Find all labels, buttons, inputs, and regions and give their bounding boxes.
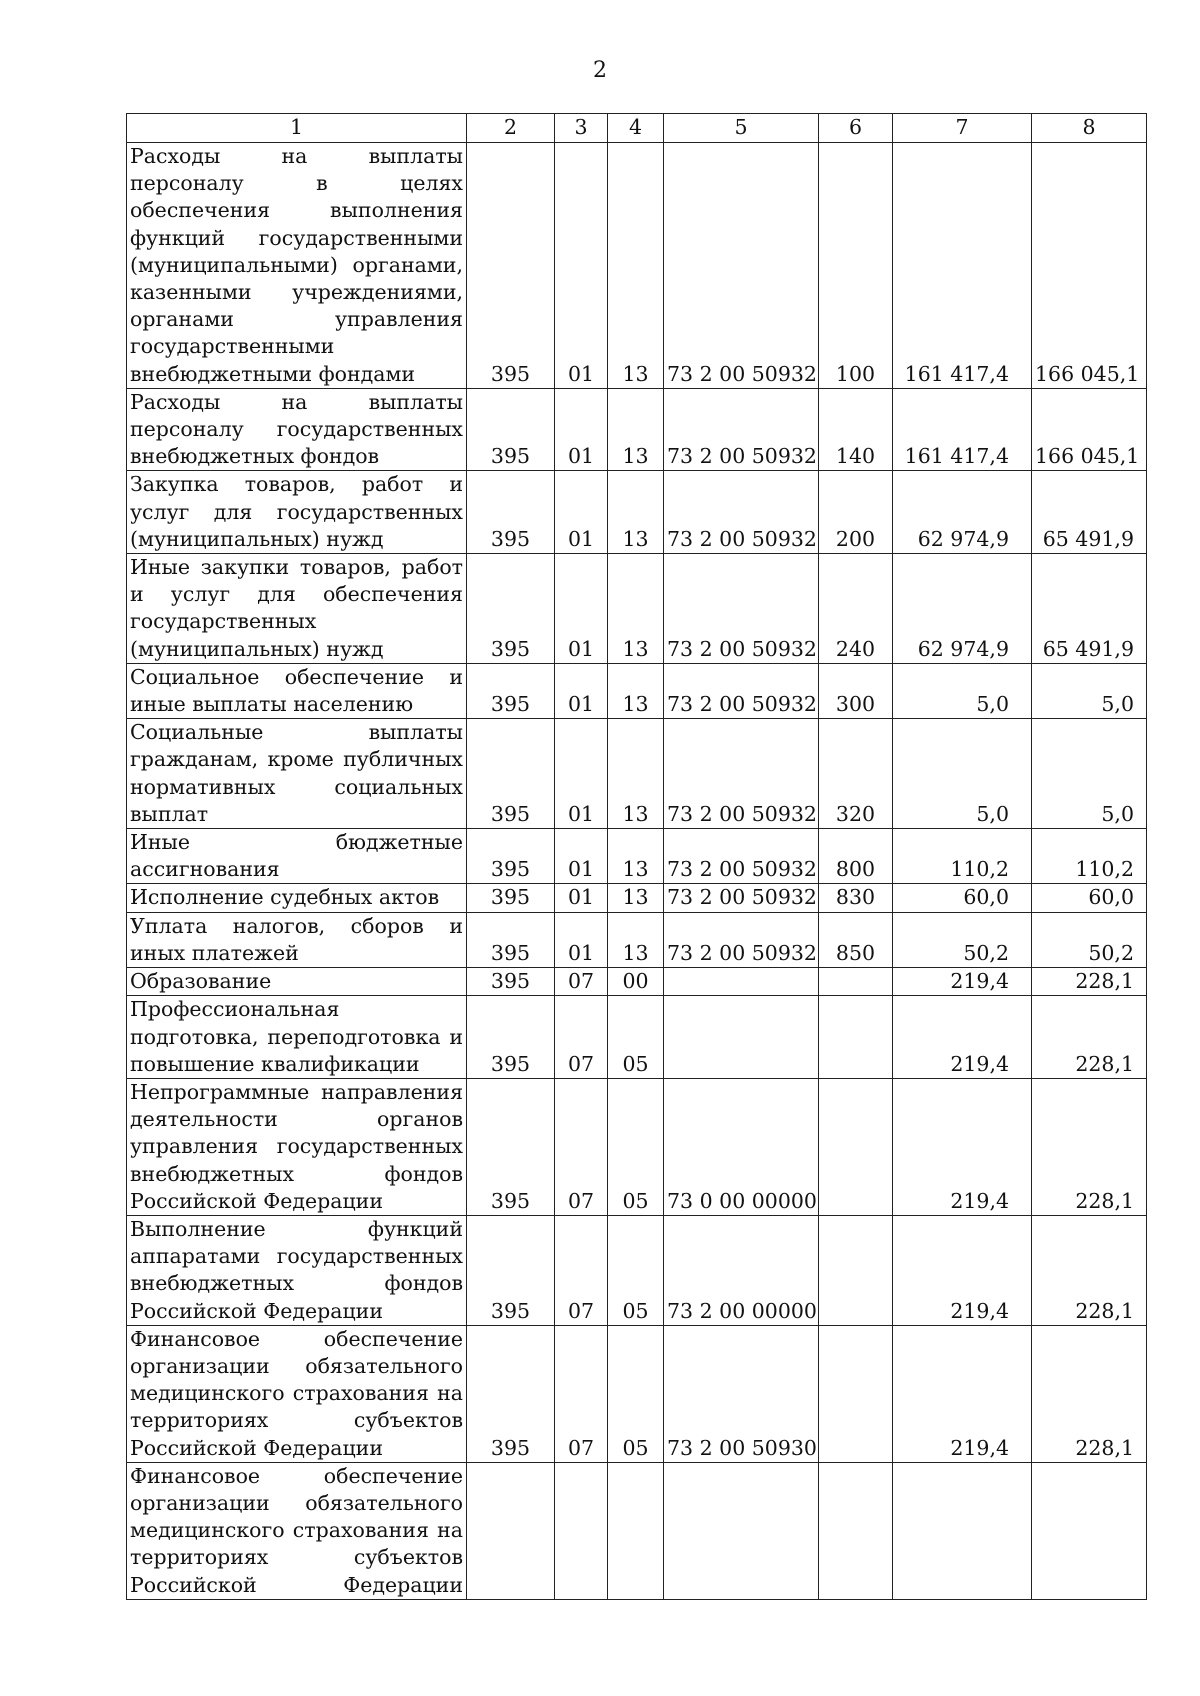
table-row [127,388,1147,471]
cell-amount-year-1: 161 417,4 [893,388,1032,471]
cell-section: 01 [555,143,608,389]
cell-target-article: 73 2 00 50932 [664,912,819,967]
cell-amount-year-2: 228,1 [1032,968,1147,996]
header-col-2: 2 [467,114,555,143]
cell-grbs: 395 [467,471,555,554]
cell-name: Финансовое обеспечение организации обязательного медицинского страхования на территориях субъектов Российской Федерации [127,1462,467,1599]
cell-target-article [664,996,819,1079]
cell-expense-type [819,1078,893,1215]
cell-name: Социальное обеспечение и иные выплаты населению [127,663,467,718]
table-row [127,884,1147,912]
cell-name: Иные бюджетные ассигнования [127,829,467,884]
cell-subsection [608,1462,664,1599]
table-header-row [127,114,1147,143]
cell-amount-year-2: 228,1 [1032,1215,1147,1325]
cell-expense-type [819,996,893,1079]
cell-section: 07 [555,996,608,1079]
cell-amount-year-1: 5,0 [893,663,1032,718]
cell-expense-type: 850 [819,912,893,967]
page-number: 2 [593,58,607,83]
cell-amount-year-2: 166 045,1 [1032,388,1147,471]
cell-subsection: 13 [608,554,664,664]
table-row [127,996,1147,1079]
cell-grbs: 395 [467,1325,555,1462]
cell-subsection: 13 [608,719,664,829]
cell-expense-type: 100 [819,143,893,389]
cell-amount-year-2: 65 491,9 [1032,471,1147,554]
cell-amount-year-2: 5,0 [1032,719,1147,829]
cell-grbs: 395 [467,829,555,884]
cell-amount-year-2: 228,1 [1032,1325,1147,1462]
cell-name: Исполнение судебных актов [127,884,467,912]
cell-amount-year-2: 5,0 [1032,663,1147,718]
cell-target-article: 73 2 00 50932 [664,388,819,471]
cell-expense-type: 140 [819,388,893,471]
cell-target-article: 73 2 00 50932 [664,829,819,884]
cell-amount-year-1: 110,2 [893,829,1032,884]
table-row [127,143,1147,389]
table-row [127,1462,1147,1599]
cell-subsection: 05 [608,996,664,1079]
cell-name: Непрограммные направления деятельности органов управления государственных внебюджетных фондов Российской Федерации [127,1078,467,1215]
table-row [127,719,1147,829]
cell-target-article: 73 0 00 00000 [664,1078,819,1215]
cell-expense-type: 200 [819,471,893,554]
cell-target-article: 73 2 00 50930 [664,1325,819,1462]
cell-name: Расходы на выплаты персоналу в целях обеспечения выполнения функций государственными (муниципальными) органами, казенными учреждениями, органами управления государственными внебюджетными фондами [127,143,467,389]
cell-amount-year-1: 219,4 [893,1215,1032,1325]
cell-expense-type [819,968,893,996]
cell-name: Образование [127,968,467,996]
cell-grbs: 395 [467,388,555,471]
cell-expense-type: 800 [819,829,893,884]
cell-subsection: 05 [608,1078,664,1215]
cell-name: Иные закупки товаров, работ и услуг для обеспечения государственных (муниципальных) нужд [127,554,467,664]
cell-expense-type: 240 [819,554,893,664]
cell-amount-year-1: 62 974,9 [893,554,1032,664]
cell-subsection: 13 [608,471,664,554]
cell-section: 01 [555,471,608,554]
header-col-6: 6 [819,114,893,143]
cell-amount-year-1: 161 417,4 [893,143,1032,389]
table-row [127,968,1147,996]
cell-subsection: 05 [608,1325,664,1462]
table-body [127,114,1147,1600]
cell-amount-year-1: 50,2 [893,912,1032,967]
cell-amount-year-1: 60,0 [893,884,1032,912]
header-col-4: 4 [608,114,664,143]
cell-section: 01 [555,912,608,967]
cell-subsection: 13 [608,388,664,471]
cell-name: Закупка товаров, работ и услуг для государственных (муниципальных) нужд [127,471,467,554]
header-col-5: 5 [664,114,819,143]
header-col-3: 3 [555,114,608,143]
table-row [127,912,1147,967]
cell-expense-type: 300 [819,663,893,718]
cell-grbs: 395 [467,143,555,389]
cell-amount-year-1: 62 974,9 [893,471,1032,554]
cell-name: Уплата налогов, сборов и иных платежей [127,912,467,967]
cell-grbs [467,1462,555,1599]
cell-name: Финансовое обеспечение организации обязательного медицинского страхования на территориях субъектов Российской Федерации [127,1325,467,1462]
table-row [127,829,1147,884]
cell-subsection: 05 [608,1215,664,1325]
header-col-8: 8 [1032,114,1147,143]
cell-target-article: 73 2 00 50932 [664,471,819,554]
cell-subsection: 13 [608,663,664,718]
cell-grbs: 395 [467,719,555,829]
cell-grbs: 395 [467,912,555,967]
cell-section: 07 [555,968,608,996]
cell-grbs: 395 [467,1215,555,1325]
cell-expense-type: 830 [819,884,893,912]
cell-section: 01 [555,663,608,718]
cell-section: 07 [555,1078,608,1215]
cell-amount-year-2: 65 491,9 [1032,554,1147,664]
cell-grbs: 395 [467,968,555,996]
cell-name: Профессиональная подготовка, переподготовка и повышение квалификации [127,996,467,1079]
cell-target-article: 73 2 00 50932 [664,719,819,829]
cell-target-article: 73 2 00 50932 [664,143,819,389]
table-row [127,1078,1147,1215]
cell-amount-year-2: 228,1 [1032,996,1147,1079]
cell-section: 01 [555,719,608,829]
cell-expense-type: 320 [819,719,893,829]
cell-section: 01 [555,554,608,664]
cell-grbs: 395 [467,663,555,718]
cell-target-article: 73 2 00 50932 [664,663,819,718]
cell-amount-year-1 [893,1462,1032,1599]
table-row [127,1325,1147,1462]
cell-expense-type [819,1325,893,1462]
table-row [127,663,1147,718]
cell-amount-year-1: 219,4 [893,1078,1032,1215]
cell-expense-type [819,1462,893,1599]
cell-subsection: 13 [608,884,664,912]
cell-target-article: 73 2 00 50932 [664,884,819,912]
cell-target-article [664,968,819,996]
cell-amount-year-1: 5,0 [893,719,1032,829]
cell-expense-type [819,1215,893,1325]
cell-section [555,1462,608,1599]
cell-amount-year-2: 60,0 [1032,884,1147,912]
cell-grbs: 395 [467,1078,555,1215]
cell-name: Социальные выплаты гражданам, кроме публичных нормативных социальных выплат [127,719,467,829]
cell-section: 01 [555,388,608,471]
cell-subsection: 13 [608,143,664,389]
cell-section: 07 [555,1215,608,1325]
cell-section: 01 [555,884,608,912]
header-col-7: 7 [893,114,1032,143]
cell-amount-year-2: 228,1 [1032,1078,1147,1215]
cell-amount-year-2: 110,2 [1032,829,1147,884]
header-col-1: 1 [127,114,467,143]
cell-target-article: 73 2 00 50932 [664,554,819,664]
cell-amount-year-2: 50,2 [1032,912,1147,967]
cell-amount-year-2 [1032,1462,1147,1599]
cell-section: 01 [555,829,608,884]
cell-name: Выполнение функций аппаратами государственных внебюджетных фондов Российской Федерации [127,1215,467,1325]
table-row [127,554,1147,664]
cell-amount-year-2: 166 045,1 [1032,143,1147,389]
cell-grbs: 395 [467,996,555,1079]
cell-name: Расходы на выплаты персоналу государственных внебюджетных фондов [127,388,467,471]
cell-grbs: 395 [467,884,555,912]
cell-target-article [664,1462,819,1599]
table-row [127,1215,1147,1325]
budget-table [126,113,1147,1600]
table-row [127,471,1147,554]
cell-grbs: 395 [467,554,555,664]
cell-subsection: 13 [608,829,664,884]
cell-section: 07 [555,1325,608,1462]
cell-target-article: 73 2 00 00000 [664,1215,819,1325]
cell-amount-year-1: 219,4 [893,968,1032,996]
cell-amount-year-1: 219,4 [893,996,1032,1079]
cell-subsection: 00 [608,968,664,996]
cell-subsection: 13 [608,912,664,967]
cell-amount-year-1: 219,4 [893,1325,1032,1462]
